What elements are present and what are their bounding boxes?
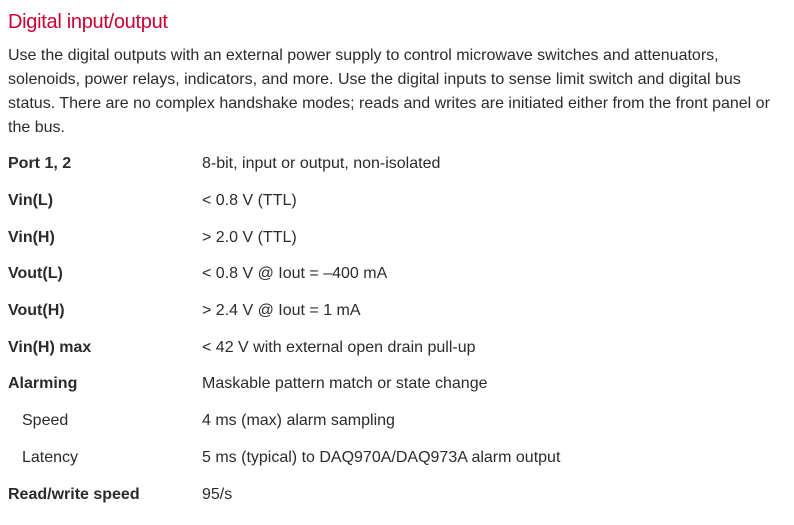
- spec-value: < 0.8 V (TTL): [202, 192, 297, 210]
- intro-paragraph: Use the digital outputs with an external power supply to control microwave switches and attenuators, solenoids, power relays, indicators, and more. Use the digital inputs to sense limit switch and digital bus status. There are no complex handshake modes; reads and writes are initiated either from the front panel or the bus.: [8, 47, 770, 136]
- section-title: Digital input/output: [8, 11, 168, 33]
- spec-value: > 2.0 V (TTL): [202, 228, 297, 246]
- spec-label: Vin(L): [8, 192, 54, 210]
- spec-label: Vout(L): [8, 265, 63, 283]
- table-row: [8, 256, 784, 293]
- spec-label: Port 1, 2: [8, 155, 72, 173]
- table-row: [8, 183, 784, 220]
- spec-label: Vout(H): [8, 302, 65, 320]
- spec-sublabel: Latency: [22, 448, 79, 466]
- spec-value: 8-bit, input or output, non-isolated: [202, 155, 441, 173]
- spec-value: > 2.4 V @ Iout = 1 mA: [202, 302, 361, 320]
- spec-sublabel: Speed: [22, 412, 69, 430]
- table-row: [8, 476, 784, 513]
- table-row: [8, 146, 784, 183]
- spec-value: < 0.8 V @ Iout = –400 mA: [202, 265, 388, 283]
- spec-table: [8, 146, 784, 513]
- spec-label: Vin(H) max: [8, 338, 92, 356]
- spec-value: 4 ms (max) alarm sampling: [202, 412, 395, 430]
- spec-value: < 42 V with external open drain pull-up: [202, 338, 476, 356]
- spec-value: 5 ms (typical) to DAQ970A/DAQ973A alarm output: [202, 448, 561, 466]
- table-row: [8, 293, 784, 330]
- spec-label: Vin(H): [8, 228, 55, 246]
- spec-value: 95/s: [202, 485, 233, 503]
- table-row: [8, 219, 784, 256]
- spec-label: Read/write speed: [8, 485, 140, 503]
- table-row: [8, 403, 784, 440]
- table-row: [8, 329, 784, 366]
- table-row: [8, 440, 784, 477]
- spec-label: Alarming: [8, 375, 78, 393]
- table-row: [8, 366, 784, 403]
- spec-value: Maskable pattern match or state change: [202, 375, 488, 393]
